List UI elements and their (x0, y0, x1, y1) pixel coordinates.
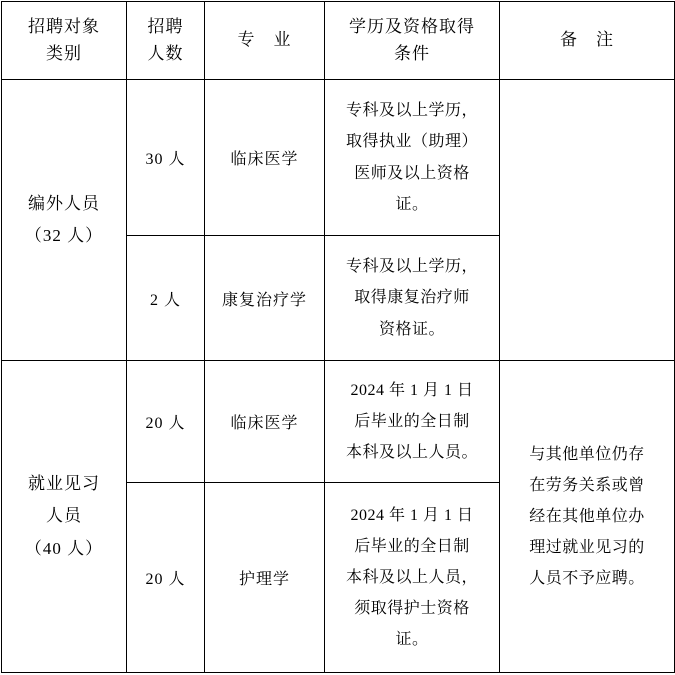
remark-cell-group2 (500, 361, 675, 673)
header-cell-category (2, 2, 127, 80)
category-line: 就业见习 (28, 474, 100, 494)
document-page (0, 1, 675, 675)
category-cell-group2 (2, 361, 127, 673)
recruitment-table (1, 1, 675, 673)
count-cell: 20 人 (127, 361, 205, 483)
remark-cell-group1 (500, 80, 675, 361)
header-line: 备 注 (560, 30, 614, 50)
header-line: 招聘对象 (28, 17, 100, 37)
requirement-cell (325, 483, 500, 673)
category-line: （40 人） (24, 538, 104, 558)
major-cell: 康复治疗学 (205, 236, 325, 361)
requirement-line: 取得执业（助理） (345, 133, 478, 151)
remark-line: 在劳务关系或曾 (529, 476, 645, 494)
requirement-line: 2024 年 1 月 1 日 (350, 506, 474, 524)
category-line: （32 人） (24, 226, 104, 245)
header-line: 人数 (147, 43, 184, 63)
table-row (2, 80, 675, 236)
category-line: 人员 (46, 506, 82, 526)
remark-line: 与其他单位仍存 (529, 445, 645, 463)
requirement-cell (325, 361, 500, 483)
count-cell: 2 人 (127, 236, 205, 361)
header-line: 学历及资格取得 (349, 17, 475, 37)
requirement-line: 后毕业的全日制 (354, 537, 470, 555)
header-cell-remark (500, 2, 675, 80)
header-line: 条件 (394, 43, 430, 63)
category-line: 编外人员 (28, 193, 100, 213)
header-line: 专 业 (237, 30, 292, 50)
major-cell: 护理学 (205, 483, 325, 673)
requirement-line: 证。 (395, 631, 429, 649)
major-cell: 临床医学 (205, 80, 325, 236)
major-cell: 临床医学 (205, 361, 325, 483)
requirement-line: 专科及以上学历， (345, 102, 478, 120)
requirement-line: 资格证。 (378, 320, 445, 338)
header-cell-requirement (325, 2, 500, 80)
requirement-line: 本科及以上人员， (345, 568, 478, 586)
remark-line: 理过就业见习的 (529, 539, 645, 557)
remark-line: 经在其他单位办 (529, 507, 645, 525)
category-cell-group1 (2, 80, 127, 361)
requirement-line: 后毕业的全日制 (354, 412, 470, 430)
requirement-line: 2024 年 1 月 1 日 (350, 381, 474, 399)
count-cell: 30 人 (127, 80, 205, 236)
remark-line: 人员不予应聘。 (529, 570, 645, 588)
header-cell-count (127, 2, 205, 80)
requirement-line: 取得康复治疗师 (354, 289, 470, 307)
requirement-line: 须取得护士资格 (354, 600, 470, 618)
requirement-line: 医师及以上资格 (354, 164, 470, 182)
header-row (2, 2, 675, 80)
requirement-line: 证。 (395, 195, 429, 213)
count-cell: 20 人 (127, 483, 205, 673)
table-body (2, 80, 675, 673)
requirement-line: 本科及以上人员。 (345, 444, 478, 462)
header-line: 类别 (46, 43, 82, 63)
header-cell-major (205, 2, 325, 80)
table-header (2, 2, 675, 80)
requirement-line: 专科及以上学历， (345, 258, 478, 276)
requirement-cell (325, 80, 500, 236)
table-row (2, 361, 675, 483)
header-line: 招聘 (147, 17, 184, 37)
requirement-cell (325, 236, 500, 361)
